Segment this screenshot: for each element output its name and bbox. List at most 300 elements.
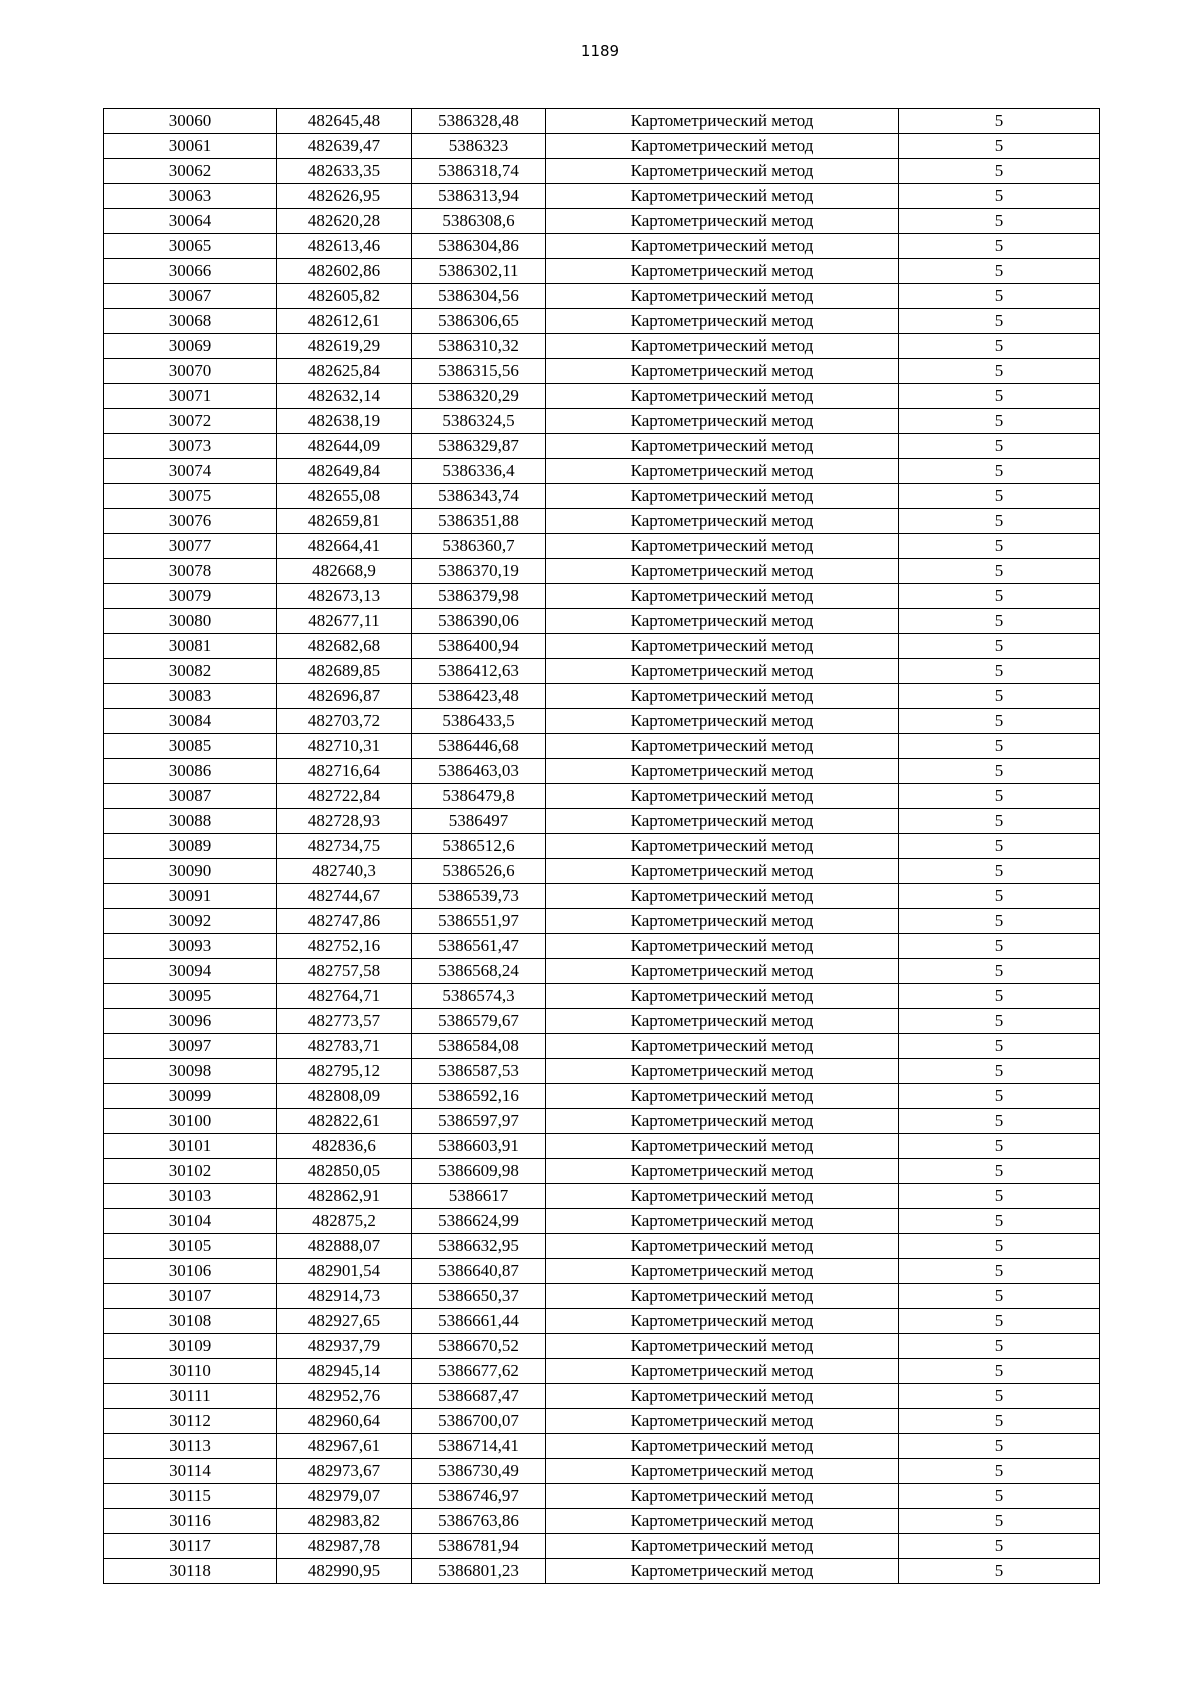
y-coordinate-cell: 5386324,5 [412, 409, 546, 434]
method-cell: Картометрический метод [546, 334, 899, 359]
accuracy-cell: 5 [899, 259, 1100, 284]
method-cell: Картометрический метод [546, 1359, 899, 1384]
table-row [104, 559, 1100, 584]
table-row [104, 834, 1100, 859]
x-coordinate-cell: 482744,67 [277, 884, 412, 909]
accuracy-cell: 5 [899, 384, 1100, 409]
y-coordinate-cell: 5386661,44 [412, 1309, 546, 1334]
point-number-cell: 30090 [104, 859, 277, 884]
accuracy-cell: 5 [899, 584, 1100, 609]
accuracy-cell: 5 [899, 409, 1100, 434]
point-number-cell: 30089 [104, 834, 277, 859]
point-number-cell: 30116 [104, 1509, 277, 1534]
accuracy-cell: 5 [899, 784, 1100, 809]
point-number-cell: 30111 [104, 1384, 277, 1409]
accuracy-cell: 5 [899, 734, 1100, 759]
y-coordinate-cell: 5386597,97 [412, 1109, 546, 1134]
x-coordinate-cell: 482677,11 [277, 609, 412, 634]
y-coordinate-cell: 5386370,19 [412, 559, 546, 584]
y-coordinate-cell: 5386306,65 [412, 309, 546, 334]
y-coordinate-cell: 5386379,98 [412, 584, 546, 609]
accuracy-cell: 5 [899, 159, 1100, 184]
method-cell: Картометрический метод [546, 1284, 899, 1309]
y-coordinate-cell: 5386640,87 [412, 1259, 546, 1284]
x-coordinate-cell: 482795,12 [277, 1059, 412, 1084]
method-cell: Картометрический метод [546, 1134, 899, 1159]
accuracy-cell: 5 [899, 234, 1100, 259]
x-coordinate-cell: 482689,85 [277, 659, 412, 684]
accuracy-cell: 5 [899, 609, 1100, 634]
y-coordinate-cell: 5386479,8 [412, 784, 546, 809]
point-number-cell: 30064 [104, 209, 277, 234]
x-coordinate-cell: 482850,05 [277, 1159, 412, 1184]
table-row [104, 1484, 1100, 1509]
table-row [104, 584, 1100, 609]
x-coordinate-cell: 482952,76 [277, 1384, 412, 1409]
accuracy-cell: 5 [899, 834, 1100, 859]
x-coordinate-cell: 482682,68 [277, 634, 412, 659]
y-coordinate-cell: 5386687,47 [412, 1384, 546, 1409]
method-cell: Картометрический метод [546, 1209, 899, 1234]
table-row [104, 1559, 1100, 1584]
x-coordinate-cell: 482990,95 [277, 1559, 412, 1584]
table-row [104, 484, 1100, 509]
y-coordinate-cell: 5386318,74 [412, 159, 546, 184]
table-row [104, 234, 1100, 259]
y-coordinate-cell: 5386390,06 [412, 609, 546, 634]
method-cell: Картометрический метод [546, 1459, 899, 1484]
method-cell: Картометрический метод [546, 734, 899, 759]
accuracy-cell: 5 [899, 1459, 1100, 1484]
table-row [104, 159, 1100, 184]
method-cell: Картометрический метод [546, 509, 899, 534]
x-coordinate-cell: 482875,2 [277, 1209, 412, 1234]
x-coordinate-cell: 482632,14 [277, 384, 412, 409]
method-cell: Картометрический метод [546, 1259, 899, 1284]
table-row [104, 1059, 1100, 1084]
table-row [104, 734, 1100, 759]
point-number-cell: 30069 [104, 334, 277, 359]
point-number-cell: 30078 [104, 559, 277, 584]
point-number-cell: 30061 [104, 134, 277, 159]
accuracy-cell: 5 [899, 1059, 1100, 1084]
y-coordinate-cell: 5386423,48 [412, 684, 546, 709]
point-number-cell: 30066 [104, 259, 277, 284]
table-row [104, 1209, 1100, 1234]
table-row [104, 209, 1100, 234]
accuracy-cell: 5 [899, 509, 1100, 534]
x-coordinate-cell: 482664,41 [277, 534, 412, 559]
y-coordinate-cell: 5386328,48 [412, 109, 546, 134]
table-row [104, 1034, 1100, 1059]
point-number-cell: 30088 [104, 809, 277, 834]
table-row [104, 384, 1100, 409]
x-coordinate-cell: 482937,79 [277, 1334, 412, 1359]
table-row [104, 634, 1100, 659]
y-coordinate-cell: 5386584,08 [412, 1034, 546, 1059]
accuracy-cell: 5 [899, 534, 1100, 559]
accuracy-cell: 5 [899, 284, 1100, 309]
y-coordinate-cell: 5386561,47 [412, 934, 546, 959]
accuracy-cell: 5 [899, 559, 1100, 584]
method-cell: Картометрический метод [546, 884, 899, 909]
method-cell: Картометрический метод [546, 1059, 899, 1084]
y-coordinate-cell: 5386304,86 [412, 234, 546, 259]
x-coordinate-cell: 482888,07 [277, 1234, 412, 1259]
method-cell: Картометрический метод [546, 484, 899, 509]
y-coordinate-cell: 5386617 [412, 1184, 546, 1209]
table-row [104, 1084, 1100, 1109]
table-row [104, 284, 1100, 309]
x-coordinate-cell: 482696,87 [277, 684, 412, 709]
method-cell: Картометрический метод [546, 259, 899, 284]
y-coordinate-cell: 5386592,16 [412, 1084, 546, 1109]
table-row [104, 1309, 1100, 1334]
accuracy-cell: 5 [899, 1034, 1100, 1059]
table-row [104, 809, 1100, 834]
accuracy-cell: 5 [899, 484, 1100, 509]
accuracy-cell: 5 [899, 359, 1100, 384]
point-number-cell: 30080 [104, 609, 277, 634]
y-coordinate-cell: 5386539,73 [412, 884, 546, 909]
table-row [104, 884, 1100, 909]
x-coordinate-cell: 482927,65 [277, 1309, 412, 1334]
point-number-cell: 30118 [104, 1559, 277, 1584]
method-cell: Картометрический метод [546, 659, 899, 684]
x-coordinate-cell: 482602,86 [277, 259, 412, 284]
method-cell: Картометрический метод [546, 809, 899, 834]
point-number-cell: 30077 [104, 534, 277, 559]
point-number-cell: 30086 [104, 759, 277, 784]
accuracy-cell: 5 [899, 1309, 1100, 1334]
method-cell: Картометрический метод [546, 459, 899, 484]
table-row [104, 609, 1100, 634]
point-number-cell: 30079 [104, 584, 277, 609]
method-cell: Картометрический метод [546, 1484, 899, 1509]
point-number-cell: 30067 [104, 284, 277, 309]
accuracy-cell: 5 [899, 934, 1100, 959]
accuracy-cell: 5 [899, 809, 1100, 834]
table-row [104, 309, 1100, 334]
method-cell: Картометрический метод [546, 1534, 899, 1559]
accuracy-cell: 5 [899, 1384, 1100, 1409]
accuracy-cell: 5 [899, 634, 1100, 659]
point-number-cell: 30098 [104, 1059, 277, 1084]
y-coordinate-cell: 5386315,56 [412, 359, 546, 384]
x-coordinate-cell: 482983,82 [277, 1509, 412, 1534]
method-cell: Картометрический метод [546, 184, 899, 209]
point-number-cell: 30097 [104, 1034, 277, 1059]
y-coordinate-cell: 5386313,94 [412, 184, 546, 209]
point-number-cell: 30092 [104, 909, 277, 934]
x-coordinate-cell: 482673,13 [277, 584, 412, 609]
x-coordinate-cell: 482773,57 [277, 1009, 412, 1034]
x-coordinate-cell: 482619,29 [277, 334, 412, 359]
method-cell: Картометрический метод [546, 284, 899, 309]
x-coordinate-cell: 482757,58 [277, 959, 412, 984]
x-coordinate-cell: 482728,93 [277, 809, 412, 834]
x-coordinate-cell: 482945,14 [277, 1359, 412, 1384]
point-number-cell: 30115 [104, 1484, 277, 1509]
x-coordinate-cell: 482639,47 [277, 134, 412, 159]
method-cell: Картометрический метод [546, 709, 899, 734]
x-coordinate-cell: 482722,84 [277, 784, 412, 809]
method-cell: Картометрический метод [546, 559, 899, 584]
method-cell: Картометрический метод [546, 1509, 899, 1534]
method-cell: Картометрический метод [546, 1234, 899, 1259]
table-row [104, 184, 1100, 209]
table-row [104, 759, 1100, 784]
x-coordinate-cell: 482605,82 [277, 284, 412, 309]
y-coordinate-cell: 5386677,62 [412, 1359, 546, 1384]
method-cell: Картометрический метод [546, 309, 899, 334]
x-coordinate-cell: 482987,78 [277, 1534, 412, 1559]
method-cell: Картометрический метод [546, 134, 899, 159]
accuracy-cell: 5 [899, 1009, 1100, 1034]
method-cell: Картометрический метод [546, 1084, 899, 1109]
x-coordinate-cell: 482747,86 [277, 909, 412, 934]
point-number-cell: 30068 [104, 309, 277, 334]
point-number-cell: 30106 [104, 1259, 277, 1284]
x-coordinate-cell: 482862,91 [277, 1184, 412, 1209]
y-coordinate-cell: 5386360,7 [412, 534, 546, 559]
table-row [104, 1259, 1100, 1284]
y-coordinate-cell: 5386323 [412, 134, 546, 159]
accuracy-cell: 5 [899, 434, 1100, 459]
y-coordinate-cell: 5386670,52 [412, 1334, 546, 1359]
accuracy-cell: 5 [899, 1334, 1100, 1359]
x-coordinate-cell: 482668,9 [277, 559, 412, 584]
table-row [104, 409, 1100, 434]
point-number-cell: 30082 [104, 659, 277, 684]
method-cell: Картометрический метод [546, 959, 899, 984]
point-number-cell: 30117 [104, 1534, 277, 1559]
x-coordinate-cell: 482822,61 [277, 1109, 412, 1134]
accuracy-cell: 5 [899, 1134, 1100, 1159]
method-cell: Картометрический метод [546, 859, 899, 884]
method-cell: Картометрический метод [546, 1009, 899, 1034]
accuracy-cell: 5 [899, 709, 1100, 734]
y-coordinate-cell: 5386603,91 [412, 1134, 546, 1159]
method-cell: Картометрический метод [546, 234, 899, 259]
method-cell: Картометрический метод [546, 534, 899, 559]
x-coordinate-cell: 482655,08 [277, 484, 412, 509]
point-number-cell: 30094 [104, 959, 277, 984]
y-coordinate-cell: 5386746,97 [412, 1484, 546, 1509]
point-number-cell: 30081 [104, 634, 277, 659]
accuracy-cell: 5 [899, 1109, 1100, 1134]
y-coordinate-cell: 5386632,95 [412, 1234, 546, 1259]
point-number-cell: 30074 [104, 459, 277, 484]
accuracy-cell: 5 [899, 684, 1100, 709]
point-number-cell: 30091 [104, 884, 277, 909]
method-cell: Картометрический метод [546, 209, 899, 234]
method-cell: Картометрический метод [546, 834, 899, 859]
x-coordinate-cell: 482716,64 [277, 759, 412, 784]
method-cell: Картометрический метод [546, 1109, 899, 1134]
method-cell: Картометрический метод [546, 359, 899, 384]
page-number: 1189 [580, 42, 620, 60]
method-cell: Картометрический метод [546, 1159, 899, 1184]
point-number-cell: 30062 [104, 159, 277, 184]
y-coordinate-cell: 5386320,29 [412, 384, 546, 409]
y-coordinate-cell: 5386343,74 [412, 484, 546, 509]
point-number-cell: 30095 [104, 984, 277, 1009]
table-row [104, 134, 1100, 159]
method-cell: Картометрический метод [546, 1034, 899, 1059]
y-coordinate-cell: 5386433,5 [412, 709, 546, 734]
y-coordinate-cell: 5386579,67 [412, 1009, 546, 1034]
y-coordinate-cell: 5386568,24 [412, 959, 546, 984]
x-coordinate-cell: 482645,48 [277, 109, 412, 134]
table-body [104, 109, 1100, 1584]
x-coordinate-cell: 482626,95 [277, 184, 412, 209]
y-coordinate-cell: 5386781,94 [412, 1534, 546, 1559]
y-coordinate-cell: 5386302,11 [412, 259, 546, 284]
table-row [104, 1409, 1100, 1434]
point-number-cell: 30109 [104, 1334, 277, 1359]
accuracy-cell: 5 [899, 1359, 1100, 1384]
point-number-cell: 30065 [104, 234, 277, 259]
method-cell: Картометрический метод [546, 784, 899, 809]
accuracy-cell: 5 [899, 909, 1100, 934]
accuracy-cell: 5 [899, 1284, 1100, 1309]
point-number-cell: 30103 [104, 1184, 277, 1209]
method-cell: Картометрический метод [546, 759, 899, 784]
y-coordinate-cell: 5386308,6 [412, 209, 546, 234]
y-coordinate-cell: 5386700,07 [412, 1409, 546, 1434]
x-coordinate-cell: 482638,19 [277, 409, 412, 434]
table-row [104, 1134, 1100, 1159]
y-coordinate-cell: 5386714,41 [412, 1434, 546, 1459]
table-row [104, 1284, 1100, 1309]
x-coordinate-cell: 482649,84 [277, 459, 412, 484]
point-number-cell: 30093 [104, 934, 277, 959]
accuracy-cell: 5 [899, 109, 1100, 134]
method-cell: Картометрический метод [546, 1434, 899, 1459]
table-row [104, 509, 1100, 534]
method-cell: Картометрический метод [546, 634, 899, 659]
point-number-cell: 30100 [104, 1109, 277, 1134]
accuracy-cell: 5 [899, 1234, 1100, 1259]
table-row [104, 959, 1100, 984]
point-number-cell: 30112 [104, 1409, 277, 1434]
y-coordinate-cell: 5386624,99 [412, 1209, 546, 1234]
method-cell: Картометрический метод [546, 1384, 899, 1409]
table-row [104, 459, 1100, 484]
x-coordinate-cell: 482620,28 [277, 209, 412, 234]
x-coordinate-cell: 482967,61 [277, 1434, 412, 1459]
method-cell: Картометрический метод [546, 1184, 899, 1209]
table-row [104, 1359, 1100, 1384]
table-row [104, 1384, 1100, 1409]
accuracy-cell: 5 [899, 1559, 1100, 1584]
method-cell: Картометрический метод [546, 909, 899, 934]
accuracy-cell: 5 [899, 459, 1100, 484]
point-number-cell: 30060 [104, 109, 277, 134]
table-row [104, 709, 1100, 734]
y-coordinate-cell: 5386730,49 [412, 1459, 546, 1484]
point-number-cell: 30108 [104, 1309, 277, 1334]
point-number-cell: 30101 [104, 1134, 277, 1159]
accuracy-cell: 5 [899, 859, 1100, 884]
x-coordinate-cell: 482613,46 [277, 234, 412, 259]
x-coordinate-cell: 482625,84 [277, 359, 412, 384]
method-cell: Картометрический метод [546, 584, 899, 609]
x-coordinate-cell: 482752,16 [277, 934, 412, 959]
table-row [104, 1009, 1100, 1034]
y-coordinate-cell: 5386650,37 [412, 1284, 546, 1309]
table-row [104, 1159, 1100, 1184]
y-coordinate-cell: 5386526,6 [412, 859, 546, 884]
method-cell: Картометрический метод [546, 684, 899, 709]
y-coordinate-cell: 5386329,87 [412, 434, 546, 459]
table-row [104, 109, 1100, 134]
accuracy-cell: 5 [899, 759, 1100, 784]
method-cell: Картометрический метод [546, 609, 899, 634]
y-coordinate-cell: 5386336,4 [412, 459, 546, 484]
table-row [104, 1234, 1100, 1259]
point-number-cell: 30105 [104, 1234, 277, 1259]
table-row [104, 984, 1100, 1009]
accuracy-cell: 5 [899, 1159, 1100, 1184]
table-row [104, 659, 1100, 684]
table-row [104, 534, 1100, 559]
table-row [104, 1109, 1100, 1134]
method-cell: Картометрический метод [546, 1309, 899, 1334]
table-row [104, 909, 1100, 934]
y-coordinate-cell: 5386351,88 [412, 509, 546, 534]
point-number-cell: 30073 [104, 434, 277, 459]
y-coordinate-cell: 5386763,86 [412, 1509, 546, 1534]
x-coordinate-cell: 482703,72 [277, 709, 412, 734]
point-number-cell: 30107 [104, 1284, 277, 1309]
table-row [104, 259, 1100, 284]
accuracy-cell: 5 [899, 1084, 1100, 1109]
point-number-cell: 30104 [104, 1209, 277, 1234]
accuracy-cell: 5 [899, 1184, 1100, 1209]
method-cell: Картометрический метод [546, 384, 899, 409]
x-coordinate-cell: 482740,3 [277, 859, 412, 884]
method-cell: Картометрический метод [546, 409, 899, 434]
point-number-cell: 30099 [104, 1084, 277, 1109]
x-coordinate-cell: 482914,73 [277, 1284, 412, 1309]
x-coordinate-cell: 482710,31 [277, 734, 412, 759]
accuracy-cell: 5 [899, 1259, 1100, 1284]
accuracy-cell: 5 [899, 1409, 1100, 1434]
point-number-cell: 30084 [104, 709, 277, 734]
coordinates-table [103, 108, 1100, 1584]
accuracy-cell: 5 [899, 984, 1100, 1009]
method-cell: Картометрический метод [546, 984, 899, 1009]
x-coordinate-cell: 482901,54 [277, 1259, 412, 1284]
method-cell: Картометрический метод [546, 1334, 899, 1359]
point-number-cell: 30102 [104, 1159, 277, 1184]
point-number-cell: 30113 [104, 1434, 277, 1459]
x-coordinate-cell: 482644,09 [277, 434, 412, 459]
y-coordinate-cell: 5386587,53 [412, 1059, 546, 1084]
table-row [104, 1459, 1100, 1484]
accuracy-cell: 5 [899, 1509, 1100, 1534]
x-coordinate-cell: 482764,71 [277, 984, 412, 1009]
table-row [104, 359, 1100, 384]
x-coordinate-cell: 482612,61 [277, 309, 412, 334]
point-number-cell: 30076 [104, 509, 277, 534]
x-coordinate-cell: 482960,64 [277, 1409, 412, 1434]
method-cell: Картометрический метод [546, 109, 899, 134]
y-coordinate-cell: 5386310,32 [412, 334, 546, 359]
x-coordinate-cell: 482808,09 [277, 1084, 412, 1109]
